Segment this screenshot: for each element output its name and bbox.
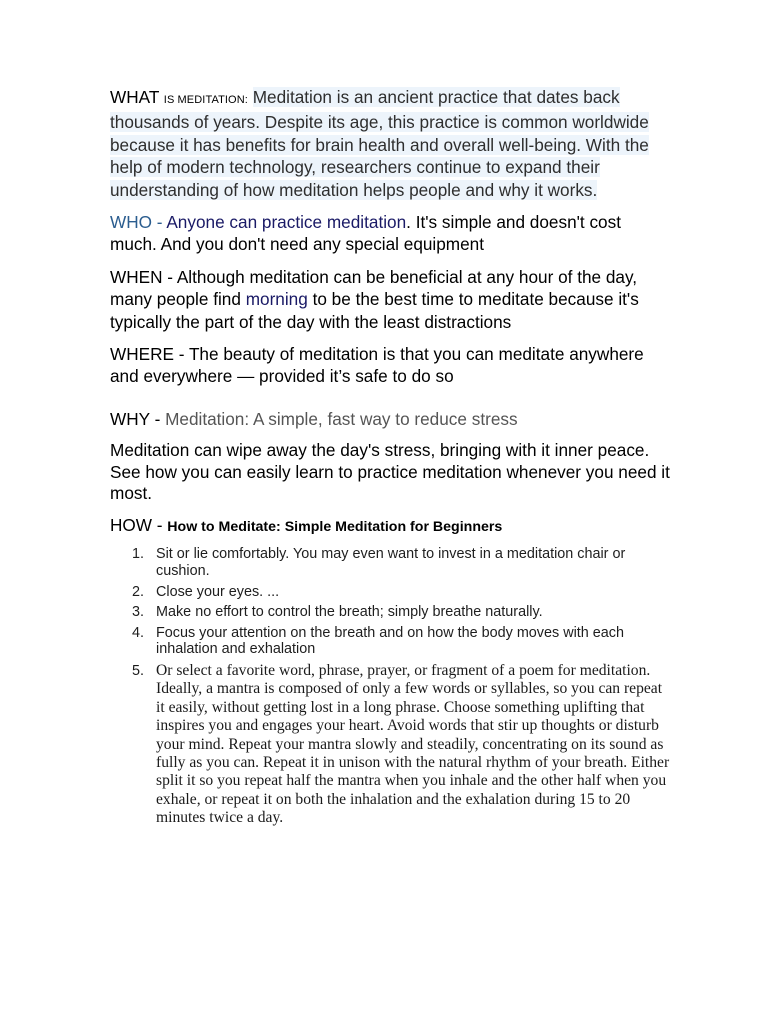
when-text-before: WHEN - Although meditation can be beneficial at any hour of the day, many people find (110, 266, 638, 310)
why-heading (110, 408, 670, 430)
step-text: Close your eyes. ... (156, 583, 280, 600)
step-number: 5. (132, 663, 145, 680)
what-paragraph (110, 86, 670, 201)
when-paragraph (110, 266, 670, 333)
step-number: 1. (132, 546, 145, 563)
step-text: Make no effort to control the breath; simply breathe naturally. (156, 604, 543, 621)
how-subtitle: How to Meditate: Simple Meditation for Beginners (167, 519, 503, 536)
what-text: Meditation is an ancient practice that dates back thousands of years. Despite its age, this practice is common worldwide because it has benefits for brain health and overall well-being. With the help of modern technology, researchers continue to expand their understanding of how meditation helps people and why it works. (110, 87, 649, 200)
what-label-big: WHAT (110, 87, 160, 107)
list-item (132, 604, 670, 621)
step-text: Sit or lie comfortably. You may even want to invest in a meditation chair or cushion. (156, 546, 626, 580)
list-item (132, 662, 670, 828)
who-paragraph (110, 211, 670, 256)
step-text: Or select a favorite word, phrase, prayer, or fragment of a poem for meditation. Ideally, a mantra is composed of only a few words or syllables, so you can repeat it easily, without getting lost in a long phrase. Choose something uplifting that inspires you and engages your heart. Avoid words that stir up thoughts or disturb your mind. Repeat your mantra slowly and steadily, concentrating on its sound as fully as you can. Repeat it in unison with the natural rhythm of your breath. Either split it so you repeat half the mantra when you inhale and the other half when you exhale, or repeat it on both the inhalation and the exhalation during 15 to 20 minutes twice a day. (156, 662, 670, 827)
what-label (110, 87, 248, 107)
morning-link[interactable]: morning (245, 289, 308, 310)
why-subtitle: Meditation: A simple, fast way to reduce stress (165, 408, 518, 429)
list-item (132, 546, 670, 580)
where-paragraph: WHERE - The beauty of meditation is that you can meditate anywhere and everywhere — provided it’s safe to do so (110, 344, 644, 387)
step-number: 4. (132, 624, 145, 641)
who-label: WHO - (110, 212, 167, 233)
what-label-small: IS MEDITATION: (163, 94, 248, 106)
list-item (132, 624, 670, 658)
how-label: HOW - (110, 515, 168, 536)
step-text: Focus your attention on the breath and on how the body moves with each inhalation and exhalation (156, 624, 624, 658)
document-page (110, 86, 670, 832)
why-label: WHY - (110, 408, 166, 429)
when-text-after: to be the best time to meditate because it's typically the part of the day with the least distractions (110, 289, 639, 332)
steps-list (110, 546, 670, 827)
step-number: 2. (132, 583, 145, 600)
how-heading (110, 514, 670, 538)
who-text: . It's simple and doesn't cost much. And you don't need any special equipment (110, 212, 621, 255)
who-highlight: Anyone can practice meditation (166, 212, 407, 233)
why-body: Meditation can wipe away the day's stress, bringing with it inner peace. See how you can easily learn to practice meditation whenever you need it most. (110, 440, 670, 504)
list-item (132, 583, 670, 601)
step-number: 3. (132, 604, 145, 621)
